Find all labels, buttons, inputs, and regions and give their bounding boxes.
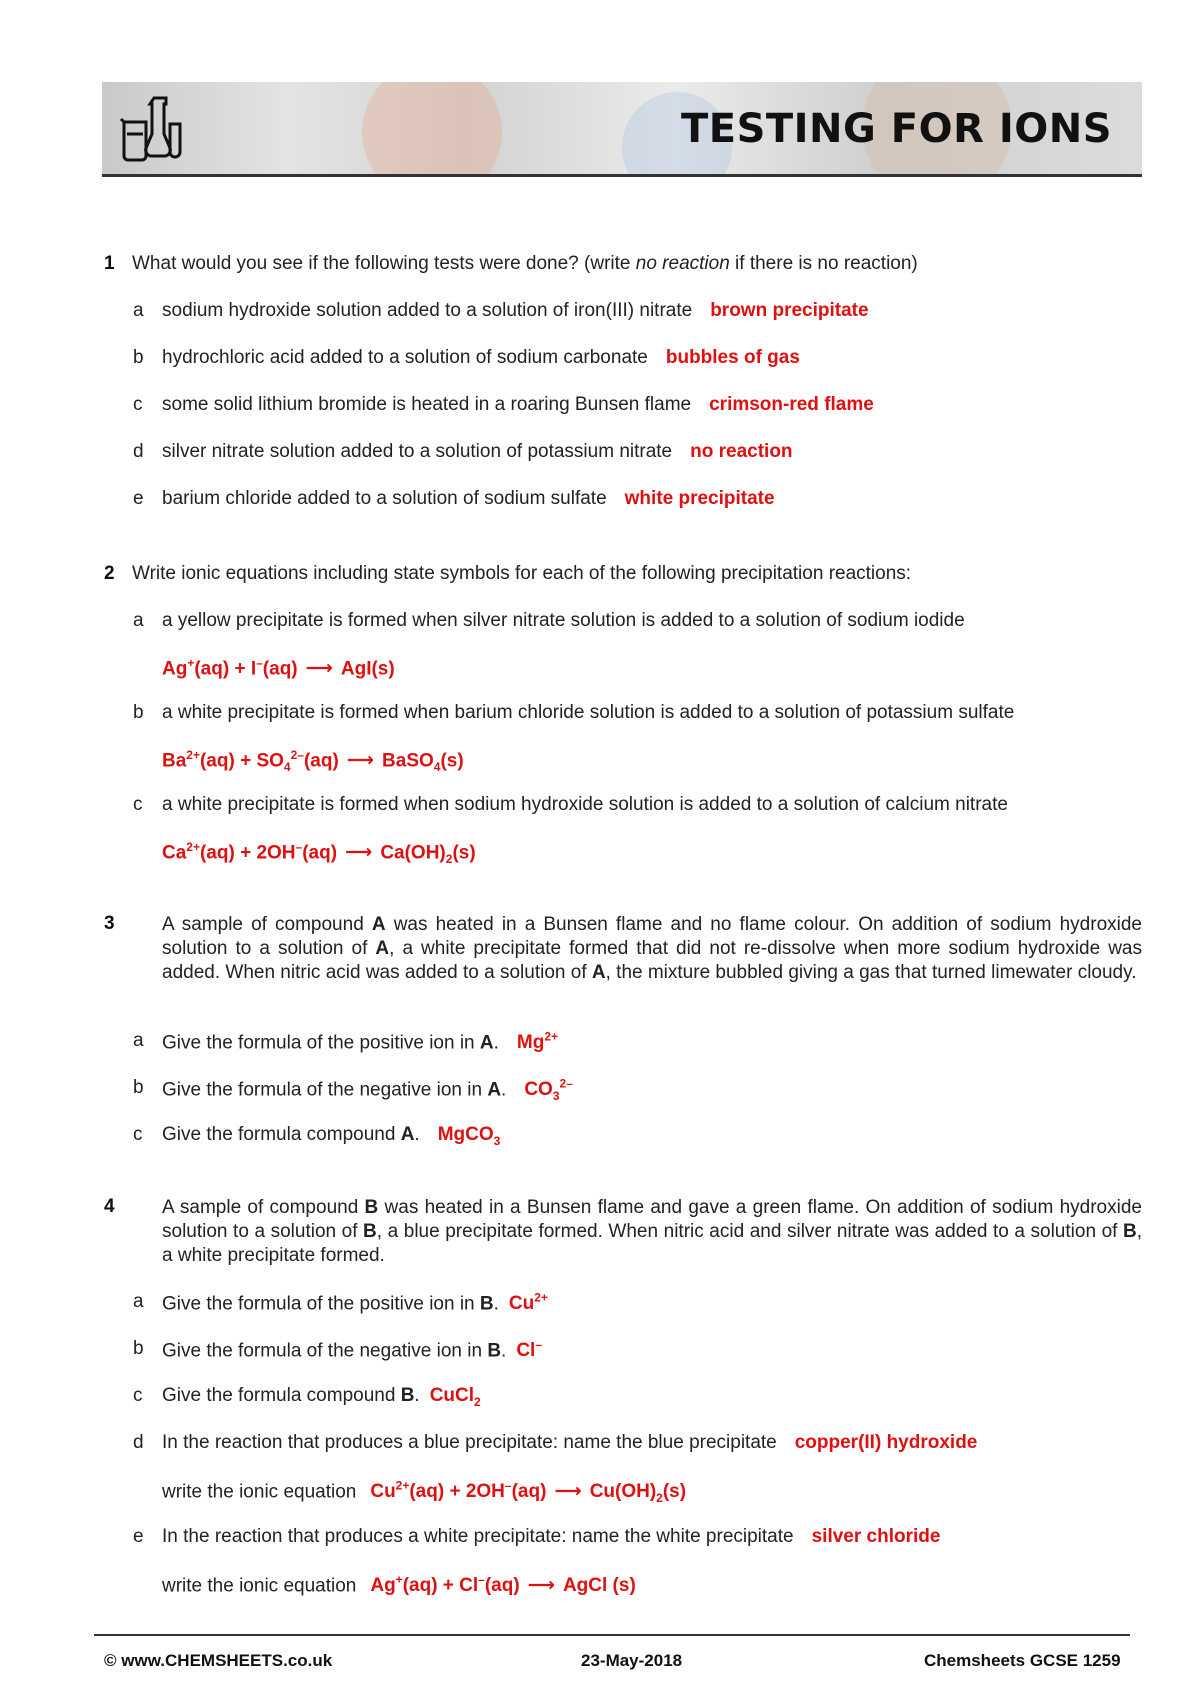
- part-letter: c: [133, 1385, 143, 1406]
- question-number: 2: [104, 563, 115, 584]
- question-number: 1: [104, 253, 115, 274]
- part-letter: d: [133, 441, 144, 462]
- part-letter: a: [133, 1291, 144, 1312]
- part-letter: b: [133, 702, 144, 723]
- ionic-equation-prompt: write the ionic equation $Cu^{2+}(aq) + 2OH^-(aq)$ ⟶ $Cu(OH)_2(s)$: [162, 1479, 687, 1506]
- question-part: Give the formula of the positive ion in A. $Mg^{2+}$: [162, 1030, 559, 1054]
- ionic-equation-prompt: write the ionic equation Ag+(aq) + Cl–(aq) ⟶ AgCl (s): [162, 1573, 636, 1597]
- part-letter: c: [133, 794, 143, 815]
- question-part: hydrochloric acid added to a solution of sodium carbonate bubbles of gas: [162, 347, 800, 368]
- question-part: In the reaction that produces a white precipitate: name the white precipitate silver chloride: [162, 1526, 941, 1547]
- background-decoration: [362, 82, 502, 177]
- question-part: some solid lithium bromide is heated in a roaring Bunsen flame crimson-red flame: [162, 394, 874, 415]
- question-number: 4: [104, 1196, 115, 1217]
- footer-copyright: © www.CHEMSHEETS.co.uk: [104, 1651, 333, 1670]
- question-part: Give the formula compound A. MgCO$_3$: [162, 1124, 501, 1148]
- part-letter: a: [133, 610, 144, 631]
- footer-date: 23-May-2018: [581, 1651, 683, 1670]
- footer-divider: [94, 1634, 1130, 1636]
- part-letter: b: [133, 347, 144, 368]
- ionic-equation-answer: $Ba^{2+}(aq) + SO_4^{2-}(aq)$ ⟶ BaSO$_4$(s): [162, 748, 464, 775]
- question-text: A sample of compound A was heated in a Bunsen flame and no flame colour. On addition of sodium hydroxide solution to a solution of A, a white precipitate formed that did not re-dissolve when more sodium hydroxide was added. When nitric acid was added to a solution of A, the mixture bubbled giving a gas that turned limewater cloudy.: [162, 914, 1142, 983]
- question-part: Give the formula compound B. CuCl$_2$: [162, 1385, 481, 1409]
- part-letter: c: [133, 1124, 143, 1145]
- question-text: What would you see if the following tests were done? (write no reaction if there is no reaction): [132, 253, 918, 274]
- header-banner: [102, 82, 1142, 177]
- question-part: sodium hydroxide solution added to a solution of iron(III) nitrate brown precipitate: [162, 300, 869, 321]
- question-part: barium chloride added to a solution of sodium sulfate white precipitate: [162, 488, 775, 509]
- ionic-equation-answer: $Ca^{2+}(aq) + 2OH^-(aq)$ ⟶ $Ca(OH)_2(s)$: [162, 840, 476, 867]
- answer: no reaction: [690, 441, 793, 462]
- answer: silver chloride: [811, 1526, 941, 1547]
- question-text: A sample of compound B was heated in a Bunsen flame and gave a green flame. On addition of sodium hydroxide solution to a solution of B, a blue precipitate formed. When nitric acid and silver nitrate was added to a solution of B, a white precipitate formed.: [162, 1197, 1142, 1266]
- question-text: Write ionic equations including state symbols for each of the following precipitation reactions:: [132, 563, 912, 584]
- answer: crimson-red flame: [709, 394, 874, 415]
- question-part: Give the formula of the positive ion in B. $Cu^{2+}$: [162, 1291, 548, 1315]
- part-letter: e: [133, 488, 144, 509]
- part-letter: b: [133, 1077, 144, 1098]
- part-letter: a: [133, 300, 144, 321]
- answer: copper(II) hydroxide: [794, 1432, 978, 1453]
- question-part: a yellow precipitate is formed when silver nitrate solution is added to a solution of sodium iodide: [162, 610, 965, 631]
- question-part: Give the formula of the negative ion in A. $CO_3^{2-}$: [162, 1077, 573, 1104]
- question-part: Give the formula of the negative ion in B. Cl–: [162, 1338, 543, 1362]
- question-part: In the reaction that produces a blue precipitate: name the blue precipitate copper(II) hydroxide: [162, 1432, 978, 1453]
- question-part: silver nitrate solution added to a solution of potassium nitrate no reaction: [162, 441, 793, 462]
- footer-reference: Chemsheets GCSE 1259: [924, 1651, 1121, 1670]
- part-letter: d: [133, 1432, 144, 1453]
- part-letter: b: [133, 1338, 144, 1359]
- question-part: a white precipitate is formed when sodium hydroxide solution is added to a solution of calcium nitrate: [162, 794, 1008, 815]
- answer: bubbles of gas: [665, 347, 800, 368]
- part-letter: c: [133, 394, 143, 415]
- lab-glassware-icon: [118, 94, 188, 168]
- part-letter: e: [133, 1526, 144, 1547]
- part-letter: a: [133, 1030, 144, 1051]
- ionic-equation-answer: Ag+(aq) + I–(aq) ⟶ AgI(s): [162, 656, 395, 680]
- answer: brown precipitate: [710, 300, 869, 321]
- answer: white precipitate: [624, 488, 775, 509]
- question-part: a white precipitate is formed when barium chloride solution is added to a solution of potassium sulfate: [162, 702, 1015, 723]
- question-number: 3: [104, 913, 115, 934]
- page-title: TESTING FOR IONS: [680, 106, 1112, 152]
